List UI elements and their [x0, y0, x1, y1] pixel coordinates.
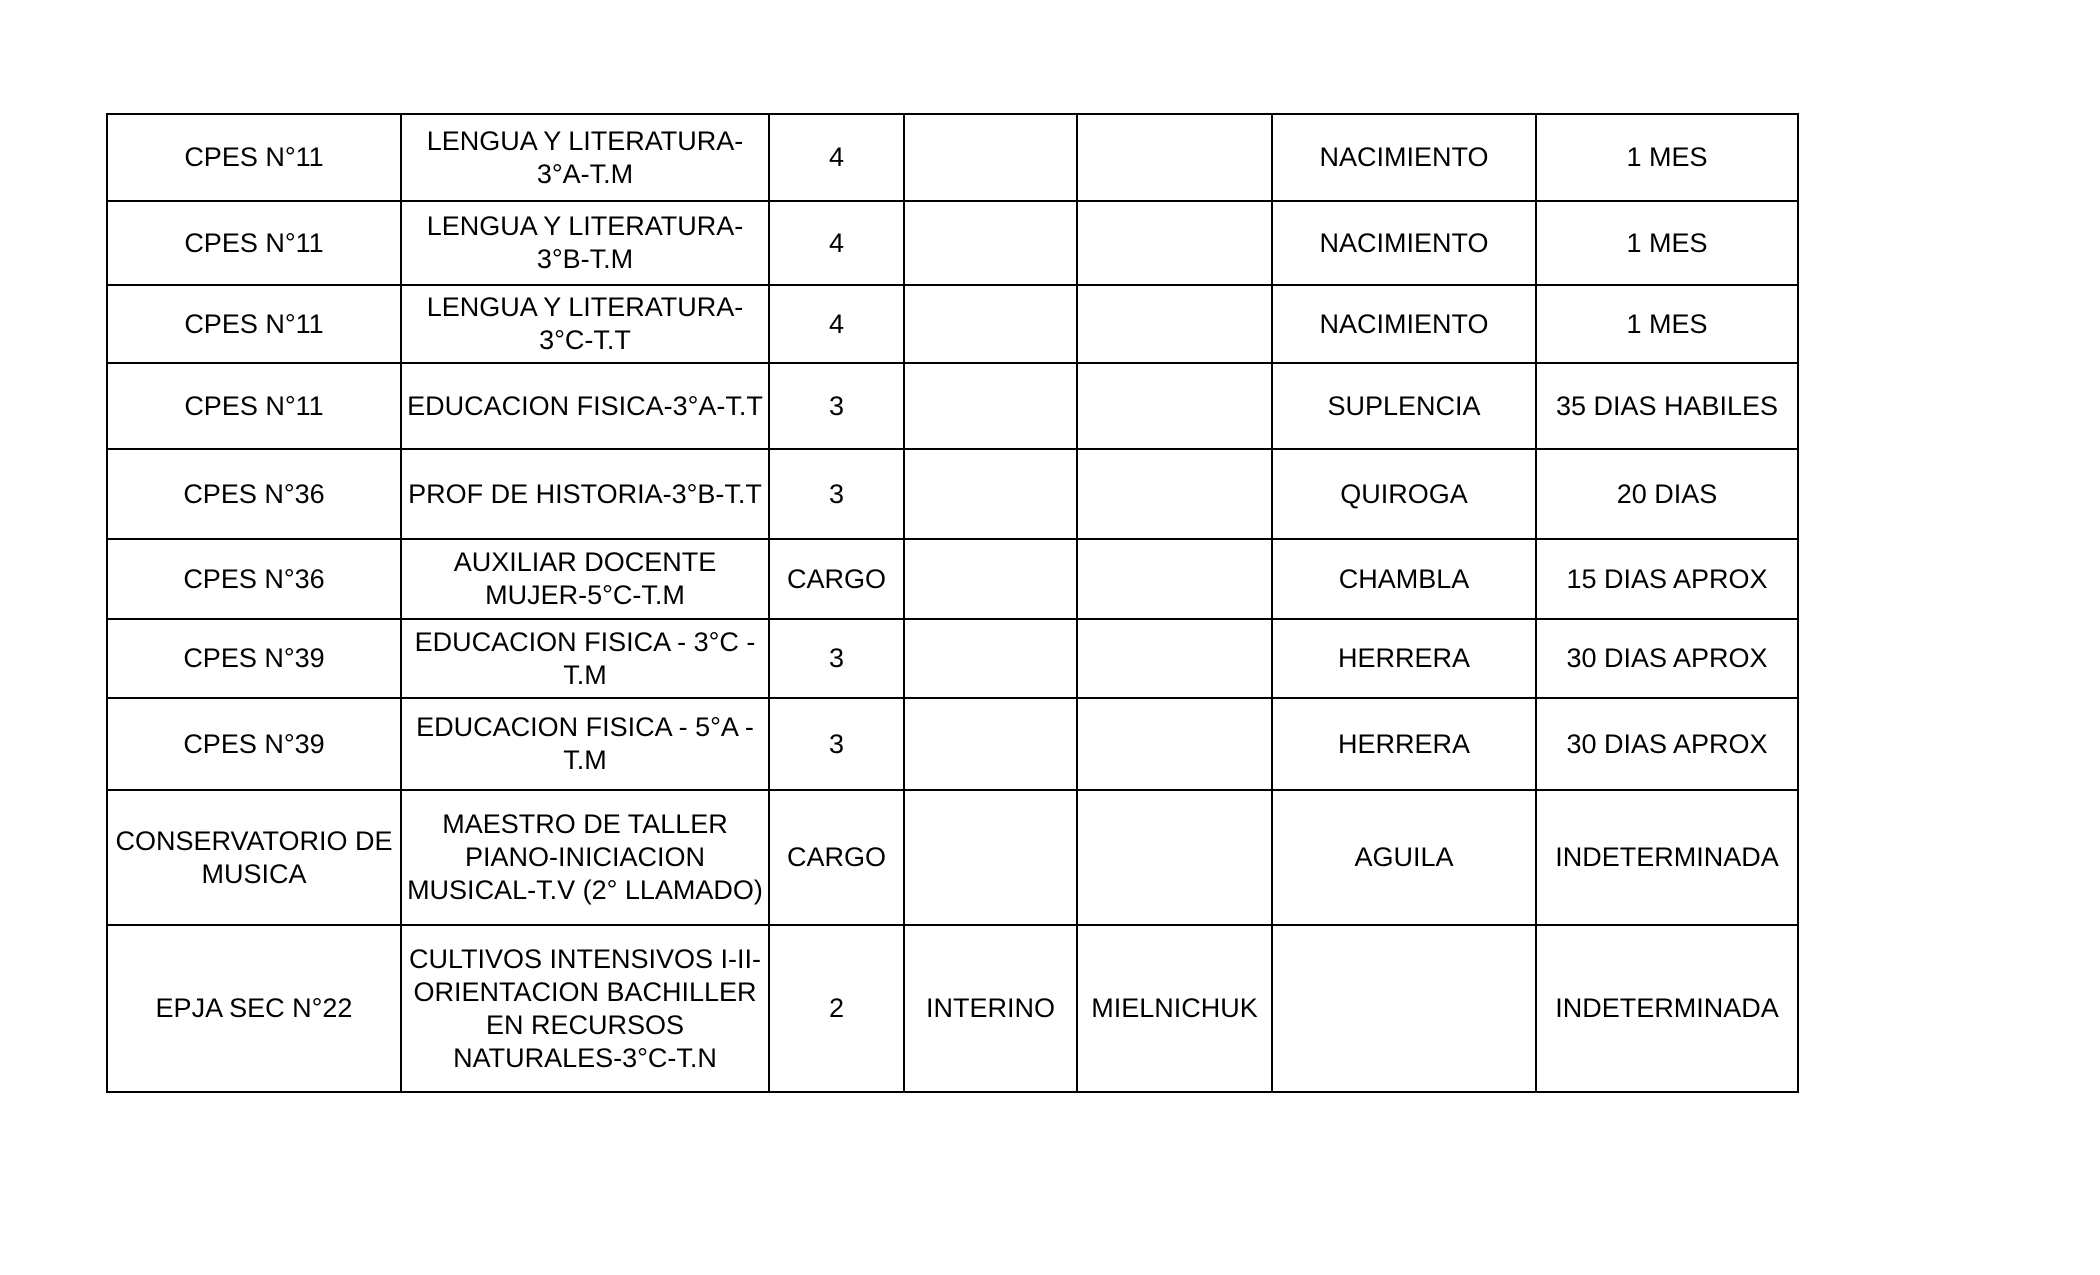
teacher-cell: [1077, 114, 1272, 201]
teacher-cell: [1077, 449, 1272, 539]
teacher-cell: [1077, 790, 1272, 925]
duration-cell: 30 DIAS APROX: [1536, 619, 1798, 698]
condition-cell: [904, 449, 1077, 539]
table-row: [107, 925, 1798, 1092]
reason-cell: QUIROGA: [1272, 449, 1536, 539]
duration-cell: 1 MES: [1536, 114, 1798, 201]
condition-cell: [904, 114, 1077, 201]
subject-cell: EDUCACION FISICA - 5°A - T.M: [401, 698, 769, 790]
subject-cell: MAESTRO DE TALLER PIANO-INICIACION MUSICAL-T.V (2° LLAMADO): [401, 790, 769, 925]
school-cell: EPJA SEC N°22: [107, 925, 401, 1092]
subject-cell: EDUCACION FISICA-3°A-T.T: [401, 363, 769, 449]
hours-cell: 3: [769, 363, 904, 449]
reason-cell: CHAMBLA: [1272, 539, 1536, 619]
condition-cell: [904, 790, 1077, 925]
teacher-cell: [1077, 539, 1272, 619]
duration-cell: 20 DIAS: [1536, 449, 1798, 539]
table-row: [107, 449, 1798, 539]
hours-cell: 3: [769, 619, 904, 698]
teacher-cell: [1077, 363, 1272, 449]
subject-cell: EDUCACION FISICA - 3°C - T.M: [401, 619, 769, 698]
reason-cell: AGUILA: [1272, 790, 1536, 925]
hours-cell: 3: [769, 698, 904, 790]
reason-cell: [1272, 925, 1536, 1092]
hours-cell: 4: [769, 114, 904, 201]
vacancy-table: [106, 113, 1799, 1093]
subject-cell: LENGUA Y LITERATURA-3°C-T.T: [401, 285, 769, 363]
school-cell: CONSERVATORIO DE MUSICA: [107, 790, 401, 925]
duration-cell: 30 DIAS APROX: [1536, 698, 1798, 790]
hours-cell: 2: [769, 925, 904, 1092]
reason-cell: NACIMIENTO: [1272, 201, 1536, 285]
teacher-cell: [1077, 201, 1272, 285]
condition-cell: [904, 698, 1077, 790]
subject-cell: PROF DE HISTORIA-3°B-T.T: [401, 449, 769, 539]
subject-cell: CULTIVOS INTENSIVOS I-II-ORIENTACION BACHILLER EN RECURSOS NATURALES-3°C-T.N: [401, 925, 769, 1092]
duration-cell: 1 MES: [1536, 201, 1798, 285]
reason-cell: HERRERA: [1272, 619, 1536, 698]
hours-cell: 3: [769, 449, 904, 539]
table-row: [107, 363, 1798, 449]
table-row: [107, 539, 1798, 619]
hours-cell: CARGO: [769, 790, 904, 925]
school-cell: CPES N°36: [107, 539, 401, 619]
duration-cell: INDETERMINADA: [1536, 790, 1798, 925]
duration-cell: 15 DIAS APROX: [1536, 539, 1798, 619]
condition-cell: [904, 285, 1077, 363]
subject-cell: LENGUA Y LITERATURA-3°A-T.M: [401, 114, 769, 201]
table-row: [107, 201, 1798, 285]
teacher-cell: [1077, 285, 1272, 363]
reason-cell: NACIMIENTO: [1272, 114, 1536, 201]
teacher-cell: [1077, 698, 1272, 790]
school-cell: CPES N°39: [107, 698, 401, 790]
subject-cell: AUXILIAR DOCENTE MUJER-5°C-T.M: [401, 539, 769, 619]
school-cell: CPES N°36: [107, 449, 401, 539]
condition-cell: [904, 201, 1077, 285]
teacher-cell: MIELNICHUK: [1077, 925, 1272, 1092]
reason-cell: HERRERA: [1272, 698, 1536, 790]
table-row: [107, 790, 1798, 925]
school-cell: CPES N°11: [107, 114, 401, 201]
school-cell: CPES N°11: [107, 285, 401, 363]
hours-cell: 4: [769, 285, 904, 363]
table-row: [107, 285, 1798, 363]
duration-cell: INDETERMINADA: [1536, 925, 1798, 1092]
reason-cell: SUPLENCIA: [1272, 363, 1536, 449]
table-row: [107, 619, 1798, 698]
hours-cell: 4: [769, 201, 904, 285]
condition-cell: INTERINO: [904, 925, 1077, 1092]
table-row: [107, 698, 1798, 790]
condition-cell: [904, 363, 1077, 449]
school-cell: CPES N°11: [107, 363, 401, 449]
condition-cell: [904, 539, 1077, 619]
condition-cell: [904, 619, 1077, 698]
teacher-cell: [1077, 619, 1272, 698]
school-cell: CPES N°11: [107, 201, 401, 285]
subject-cell: LENGUA Y LITERATURA-3°B-T.M: [401, 201, 769, 285]
reason-cell: NACIMIENTO: [1272, 285, 1536, 363]
hours-cell: CARGO: [769, 539, 904, 619]
table-row: [107, 114, 1798, 201]
duration-cell: 35 DIAS HABILES: [1536, 363, 1798, 449]
school-cell: CPES N°39: [107, 619, 401, 698]
duration-cell: 1 MES: [1536, 285, 1798, 363]
